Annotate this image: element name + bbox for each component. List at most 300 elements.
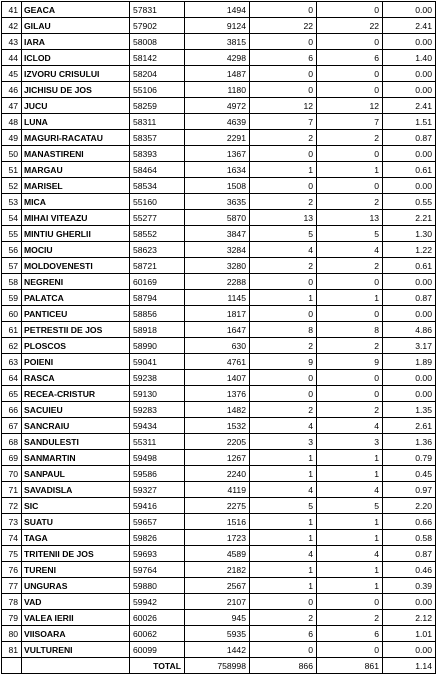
count-a-cell: 12 xyxy=(250,98,317,114)
locality-code: 58856 xyxy=(130,306,185,322)
table-footer xyxy=(2,658,436,674)
count-a-cell: 6 xyxy=(250,50,317,66)
locality-code: 59434 xyxy=(130,418,185,434)
population-cell: 2567 xyxy=(185,578,250,594)
count-a-cell: 0 xyxy=(250,2,317,18)
locality-code: 58794 xyxy=(130,290,185,306)
count-b-cell: 0 xyxy=(317,66,383,82)
locality-name: SAVADISLA xyxy=(22,482,130,498)
percent-cell: 2.20 xyxy=(383,498,436,514)
count-a-cell: 4 xyxy=(250,482,317,498)
population-cell: 1267 xyxy=(185,450,250,466)
count-a-cell: 4 xyxy=(250,546,317,562)
count-a-cell: 1 xyxy=(250,466,317,482)
percent-cell: 1.30 xyxy=(383,226,436,242)
count-b-cell: 3 xyxy=(317,434,383,450)
locality-code: 58357 xyxy=(130,130,185,146)
table-row xyxy=(2,546,436,562)
locality-code: 58393 xyxy=(130,146,185,162)
percent-cell: 1.51 xyxy=(383,114,436,130)
locality-code: 60026 xyxy=(130,610,185,626)
count-b-cell: 4 xyxy=(317,242,383,258)
count-b-cell: 13 xyxy=(317,210,383,226)
locality-code: 58552 xyxy=(130,226,185,242)
count-b-cell: 12 xyxy=(317,98,383,114)
count-a-cell: 0 xyxy=(250,370,317,386)
count-b-cell: 8 xyxy=(317,322,383,338)
count-a-cell: 0 xyxy=(250,146,317,162)
row-number: 73 xyxy=(2,514,22,530)
table-row xyxy=(2,450,436,466)
row-number: 72 xyxy=(2,498,22,514)
locality-code: 59942 xyxy=(130,594,185,610)
table-row xyxy=(2,66,436,82)
locality-code: 55160 xyxy=(130,194,185,210)
row-number: 60 xyxy=(2,306,22,322)
row-number: 44 xyxy=(2,50,22,66)
row-number: 50 xyxy=(2,146,22,162)
locality-code: 59657 xyxy=(130,514,185,530)
row-number: 56 xyxy=(2,242,22,258)
row-number: 78 xyxy=(2,594,22,610)
row-number: 68 xyxy=(2,434,22,450)
population-cell: 1145 xyxy=(185,290,250,306)
total-count-b: 861 xyxy=(317,658,383,674)
locality-code: 58204 xyxy=(130,66,185,82)
count-b-cell: 4 xyxy=(317,418,383,434)
count-a-cell: 13 xyxy=(250,210,317,226)
locality-code: 58311 xyxy=(130,114,185,130)
count-a-cell: 0 xyxy=(250,386,317,402)
count-a-cell: 2 xyxy=(250,194,317,210)
locality-name: MICA xyxy=(22,194,130,210)
count-b-cell: 9 xyxy=(317,354,383,370)
row-number: 65 xyxy=(2,386,22,402)
count-a-cell: 2 xyxy=(250,130,317,146)
row-number: 46 xyxy=(2,82,22,98)
count-b-cell: 2 xyxy=(317,258,383,274)
percent-cell: 3.17 xyxy=(383,338,436,354)
percent-cell: 2.21 xyxy=(383,210,436,226)
population-cell: 2205 xyxy=(185,434,250,450)
data-table xyxy=(1,1,436,674)
locality-code: 60099 xyxy=(130,642,185,658)
locality-code: 59498 xyxy=(130,450,185,466)
locality-code: 57902 xyxy=(130,18,185,34)
population-cell: 2107 xyxy=(185,594,250,610)
population-cell: 1442 xyxy=(185,642,250,658)
count-a-cell: 0 xyxy=(250,82,317,98)
locality-name: TRITENII DE JOS xyxy=(22,546,130,562)
table-row xyxy=(2,434,436,450)
table-row xyxy=(2,306,436,322)
count-a-cell: 0 xyxy=(250,66,317,82)
percent-cell: 0.58 xyxy=(383,530,436,546)
locality-code: 59041 xyxy=(130,354,185,370)
population-cell: 1634 xyxy=(185,162,250,178)
count-b-cell: 1 xyxy=(317,162,383,178)
locality-name: GEACA xyxy=(22,2,130,18)
percent-cell: 1.89 xyxy=(383,354,436,370)
population-cell: 5935 xyxy=(185,626,250,642)
locality-name: POIENI xyxy=(22,354,130,370)
population-cell: 4589 xyxy=(185,546,250,562)
row-number: 63 xyxy=(2,354,22,370)
percent-cell: 0.87 xyxy=(383,130,436,146)
total-label: TOTAL xyxy=(130,658,185,674)
total-population: 758998 xyxy=(185,658,250,674)
percent-cell: 0.61 xyxy=(383,258,436,274)
locality-name: LUNA xyxy=(22,114,130,130)
locality-name: VIISOARA xyxy=(22,626,130,642)
population-cell: 3815 xyxy=(185,34,250,50)
count-b-cell: 1 xyxy=(317,530,383,546)
row-number: 69 xyxy=(2,450,22,466)
table-row xyxy=(2,210,436,226)
locality-name: SANDULESTI xyxy=(22,434,130,450)
locality-name: SIC xyxy=(22,498,130,514)
table-row xyxy=(2,178,436,194)
table-row xyxy=(2,402,436,418)
row-number: 59 xyxy=(2,290,22,306)
locality-name: SANCRAIU xyxy=(22,418,130,434)
locality-code: 59693 xyxy=(130,546,185,562)
count-a-cell: 4 xyxy=(250,242,317,258)
locality-name: PANTICEU xyxy=(22,306,130,322)
count-a-cell: 8 xyxy=(250,322,317,338)
percent-cell: 0.00 xyxy=(383,306,436,322)
table-row xyxy=(2,2,436,18)
population-cell: 1494 xyxy=(185,2,250,18)
table-row xyxy=(2,498,436,514)
count-a-cell: 2 xyxy=(250,610,317,626)
locality-name: TAGA xyxy=(22,530,130,546)
locality-name: VAD xyxy=(22,594,130,610)
count-b-cell: 0 xyxy=(317,82,383,98)
count-b-cell: 7 xyxy=(317,114,383,130)
count-a-cell: 3 xyxy=(250,434,317,450)
table-row xyxy=(2,418,436,434)
row-number: 71 xyxy=(2,482,22,498)
population-cell: 4298 xyxy=(185,50,250,66)
row-number: 64 xyxy=(2,370,22,386)
locality-name: MARGAU xyxy=(22,162,130,178)
count-b-cell: 2 xyxy=(317,610,383,626)
count-a-cell: 2 xyxy=(250,258,317,274)
table-row xyxy=(2,562,436,578)
locality-code: 59130 xyxy=(130,386,185,402)
count-b-cell: 22 xyxy=(317,18,383,34)
row-number: 80 xyxy=(2,626,22,642)
count-a-cell: 1 xyxy=(250,450,317,466)
locality-name: SANMARTIN xyxy=(22,450,130,466)
row-number: 43 xyxy=(2,34,22,50)
row-number: 45 xyxy=(2,66,22,82)
total-blank-cell xyxy=(2,658,22,674)
total-count-a: 866 xyxy=(250,658,317,674)
table-row xyxy=(2,146,436,162)
count-b-cell: 1 xyxy=(317,578,383,594)
percent-cell: 0.00 xyxy=(383,386,436,402)
table-row xyxy=(2,386,436,402)
locality-name: IARA xyxy=(22,34,130,50)
locality-code: 55311 xyxy=(130,434,185,450)
percent-cell: 0.00 xyxy=(383,66,436,82)
table-row xyxy=(2,194,436,210)
locality-name: GILAU xyxy=(22,18,130,34)
count-b-cell: 0 xyxy=(317,370,383,386)
percent-cell: 0.00 xyxy=(383,146,436,162)
total-blank-cell xyxy=(22,658,130,674)
table-row xyxy=(2,370,436,386)
population-cell: 1508 xyxy=(185,178,250,194)
locality-name: RECEA-CRISTUR xyxy=(22,386,130,402)
row-number: 49 xyxy=(2,130,22,146)
population-cell: 3280 xyxy=(185,258,250,274)
count-b-cell: 2 xyxy=(317,402,383,418)
percent-cell: 0.00 xyxy=(383,34,436,50)
population-cell: 1407 xyxy=(185,370,250,386)
count-b-cell: 0 xyxy=(317,178,383,194)
table-row xyxy=(2,338,436,354)
table-row xyxy=(2,274,436,290)
percent-cell: 0.00 xyxy=(383,594,436,610)
percent-cell: 0.79 xyxy=(383,450,436,466)
count-b-cell: 1 xyxy=(317,514,383,530)
row-number: 79 xyxy=(2,610,22,626)
locality-code: 58464 xyxy=(130,162,185,178)
table-row xyxy=(2,258,436,274)
table-row xyxy=(2,226,436,242)
count-a-cell: 0 xyxy=(250,306,317,322)
population-cell: 2182 xyxy=(185,562,250,578)
count-a-cell: 0 xyxy=(250,274,317,290)
locality-name: JICHISU DE JOS xyxy=(22,82,130,98)
count-a-cell: 1 xyxy=(250,578,317,594)
table-row xyxy=(2,98,436,114)
table-row xyxy=(2,578,436,594)
row-number: 54 xyxy=(2,210,22,226)
locality-code: 59283 xyxy=(130,402,185,418)
population-cell: 4639 xyxy=(185,114,250,130)
count-b-cell: 0 xyxy=(317,146,383,162)
table-body xyxy=(2,2,436,658)
row-number: 76 xyxy=(2,562,22,578)
locality-code: 58918 xyxy=(130,322,185,338)
percent-cell: 0.00 xyxy=(383,178,436,194)
count-a-cell: 9 xyxy=(250,354,317,370)
population-cell: 2240 xyxy=(185,466,250,482)
row-number: 55 xyxy=(2,226,22,242)
locality-code: 58008 xyxy=(130,34,185,50)
percent-cell: 0.66 xyxy=(383,514,436,530)
row-number: 58 xyxy=(2,274,22,290)
count-a-cell: 0 xyxy=(250,594,317,610)
row-number: 53 xyxy=(2,194,22,210)
count-b-cell: 1 xyxy=(317,290,383,306)
locality-name: MIHAI VITEAZU xyxy=(22,210,130,226)
locality-name: PETRESTII DE JOS xyxy=(22,322,130,338)
locality-code: 59327 xyxy=(130,482,185,498)
percent-cell: 0.00 xyxy=(383,274,436,290)
count-b-cell: 0 xyxy=(317,34,383,50)
table-row xyxy=(2,242,436,258)
total-row xyxy=(2,658,436,674)
row-number: 61 xyxy=(2,322,22,338)
population-cell: 1723 xyxy=(185,530,250,546)
count-b-cell: 5 xyxy=(317,226,383,242)
table-row xyxy=(2,82,436,98)
population-cell: 3847 xyxy=(185,226,250,242)
locality-name: SANPAUL xyxy=(22,466,130,482)
percent-cell: 0.00 xyxy=(383,82,436,98)
table-row xyxy=(2,482,436,498)
percent-cell: 2.12 xyxy=(383,610,436,626)
population-cell: 1482 xyxy=(185,402,250,418)
count-b-cell: 0 xyxy=(317,594,383,610)
locality-code: 58721 xyxy=(130,258,185,274)
total-percent: 1.14 xyxy=(383,658,436,674)
count-a-cell: 1 xyxy=(250,562,317,578)
count-b-cell: 1 xyxy=(317,466,383,482)
locality-name: JUCU xyxy=(22,98,130,114)
locality-code: 60062 xyxy=(130,626,185,642)
count-b-cell: 0 xyxy=(317,386,383,402)
table-row xyxy=(2,626,436,642)
population-cell: 3635 xyxy=(185,194,250,210)
row-number: 47 xyxy=(2,98,22,114)
population-cell: 1532 xyxy=(185,418,250,434)
percent-cell: 1.36 xyxy=(383,434,436,450)
percent-cell: 0.00 xyxy=(383,642,436,658)
locality-code: 58623 xyxy=(130,242,185,258)
locality-name: MANASTIRENI xyxy=(22,146,130,162)
row-number: 66 xyxy=(2,402,22,418)
locality-name: MAGURI-RACATAU xyxy=(22,130,130,146)
locality-name: ICLOD xyxy=(22,50,130,66)
population-cell: 2291 xyxy=(185,130,250,146)
row-number: 51 xyxy=(2,162,22,178)
locality-name: SUATU xyxy=(22,514,130,530)
population-cell: 1817 xyxy=(185,306,250,322)
row-number: 48 xyxy=(2,114,22,130)
count-a-cell: 1 xyxy=(250,162,317,178)
count-b-cell: 5 xyxy=(317,498,383,514)
table-row xyxy=(2,642,436,658)
percent-cell: 1.01 xyxy=(383,626,436,642)
locality-code: 59764 xyxy=(130,562,185,578)
locality-name: NEGRENI xyxy=(22,274,130,290)
count-b-cell: 2 xyxy=(317,338,383,354)
locality-code: 59826 xyxy=(130,530,185,546)
table-row xyxy=(2,34,436,50)
locality-code: 58990 xyxy=(130,338,185,354)
population-cell: 9124 xyxy=(185,18,250,34)
count-a-cell: 0 xyxy=(250,642,317,658)
count-a-cell: 1 xyxy=(250,514,317,530)
locality-code: 59880 xyxy=(130,578,185,594)
percent-cell: 2.41 xyxy=(383,98,436,114)
percent-cell: 0.87 xyxy=(383,290,436,306)
locality-name: IZVORU CRISULUI xyxy=(22,66,130,82)
row-number: 67 xyxy=(2,418,22,434)
row-number: 74 xyxy=(2,530,22,546)
population-cell: 4119 xyxy=(185,482,250,498)
percent-cell: 2.61 xyxy=(383,418,436,434)
count-b-cell: 0 xyxy=(317,274,383,290)
table-row xyxy=(2,530,436,546)
count-a-cell: 5 xyxy=(250,226,317,242)
count-b-cell: 0 xyxy=(317,306,383,322)
locality-name: MINTIU GHERLII xyxy=(22,226,130,242)
count-b-cell: 4 xyxy=(317,546,383,562)
locality-code: 57831 xyxy=(130,2,185,18)
locality-code: 58534 xyxy=(130,178,185,194)
count-b-cell: 0 xyxy=(317,642,383,658)
row-number: 77 xyxy=(2,578,22,594)
percent-cell: 0.97 xyxy=(383,482,436,498)
percent-cell: 1.35 xyxy=(383,402,436,418)
percent-cell: 0.00 xyxy=(383,2,436,18)
locality-name: VULTURENI xyxy=(22,642,130,658)
table-row xyxy=(2,610,436,626)
row-number: 75 xyxy=(2,546,22,562)
percent-cell: 2.41 xyxy=(383,18,436,34)
count-b-cell: 2 xyxy=(317,130,383,146)
table-row xyxy=(2,130,436,146)
table-row xyxy=(2,290,436,306)
locality-code: 58259 xyxy=(130,98,185,114)
percent-cell: 1.22 xyxy=(383,242,436,258)
locality-code: 60169 xyxy=(130,274,185,290)
population-cell: 3284 xyxy=(185,242,250,258)
locality-code: 58142 xyxy=(130,50,185,66)
population-cell: 1180 xyxy=(185,82,250,98)
table-row xyxy=(2,114,436,130)
percent-cell: 1.40 xyxy=(383,50,436,66)
population-cell: 2288 xyxy=(185,274,250,290)
row-number: 52 xyxy=(2,178,22,194)
count-b-cell: 1 xyxy=(317,450,383,466)
locality-name: RASCA xyxy=(22,370,130,386)
table-row xyxy=(2,514,436,530)
percent-cell: 0.87 xyxy=(383,546,436,562)
percent-cell: 0.45 xyxy=(383,466,436,482)
percent-cell: 4.86 xyxy=(383,322,436,338)
count-b-cell: 6 xyxy=(317,50,383,66)
count-b-cell: 2 xyxy=(317,194,383,210)
table-row xyxy=(2,594,436,610)
count-a-cell: 5 xyxy=(250,498,317,514)
locality-code: 59238 xyxy=(130,370,185,386)
table-row xyxy=(2,322,436,338)
row-number: 42 xyxy=(2,18,22,34)
count-b-cell: 4 xyxy=(317,482,383,498)
count-b-cell: 6 xyxy=(317,626,383,642)
table-row xyxy=(2,50,436,66)
table-row xyxy=(2,162,436,178)
locality-name: VALEA IERII xyxy=(22,610,130,626)
population-cell: 4972 xyxy=(185,98,250,114)
percent-cell: 0.00 xyxy=(383,370,436,386)
percent-cell: 0.46 xyxy=(383,562,436,578)
count-a-cell: 6 xyxy=(250,626,317,642)
table-row xyxy=(2,466,436,482)
count-a-cell: 22 xyxy=(250,18,317,34)
row-number: 81 xyxy=(2,642,22,658)
locality-name: MOCIU xyxy=(22,242,130,258)
locality-code: 55106 xyxy=(130,82,185,98)
